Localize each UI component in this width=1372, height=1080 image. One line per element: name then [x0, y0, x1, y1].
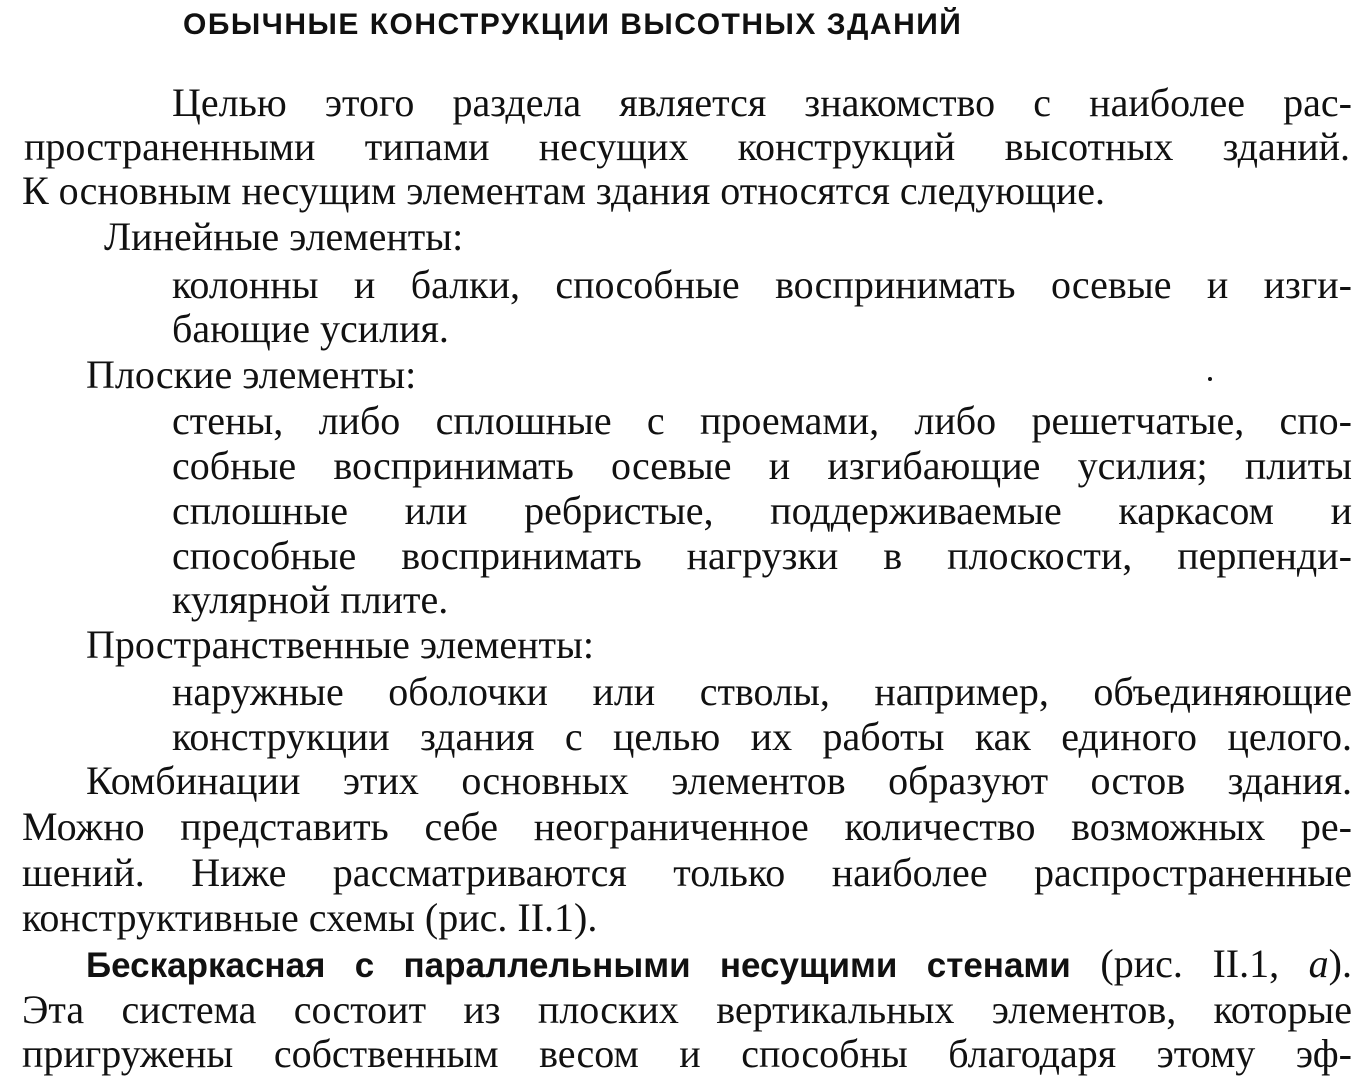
planar-elements-label: Плоские элементы:	[86, 352, 417, 397]
combination-line-3: шений. Ниже рассматриваются только наиболее распространенные	[22, 850, 1352, 895]
planar-elements-text-4: способные воспринимать нагрузки в плоскости, перпенди-	[172, 533, 1352, 578]
spatial-elements-text-2: конструкции здания с целью их работы как единого целого.	[172, 714, 1352, 759]
combination-line-2: Можно представить себе неограниченное количество возможных ре-	[22, 804, 1352, 849]
planar-elements-text-2: собные воспринимать осевые и изгибающие усилия; плиты	[172, 443, 1352, 488]
linear-elements-label: Линейные элементы:	[104, 214, 464, 259]
intro-line-1: Целью этого раздела является знакомство с наиболее рас-	[172, 80, 1352, 125]
frameless-walls-line-2: Эта система состоит из плоских вертикальных элементов, которые	[22, 987, 1352, 1032]
combination-line-4: конструктивные схемы (рис. II.1).	[22, 895, 598, 940]
planar-elements-text-1: стены, либо сплошные с проемами, либо решетчатые, спо-	[172, 398, 1352, 443]
intro-line-3: К основным несущим элементам здания относятся следующие.	[22, 168, 1106, 213]
frameless-walls-line-3: пригружены собственным весом и способны благодаря этому эф-	[22, 1031, 1352, 1076]
spatial-elements-text-1: наружные оболочки или стволы, например, объединяющие	[172, 669, 1352, 714]
planar-elements-text-5: кулярной плите.	[172, 577, 449, 622]
linear-elements-text-2: бающие усилия.	[172, 306, 449, 351]
figure-ref-prefix: (рис. II.1,	[1070, 941, 1309, 986]
linear-elements-text-1: колонны и балки, способные воспринимать осевые и изги-	[172, 262, 1352, 307]
combination-line-1: Комбинации этих основных элементов образуют остов здания.	[86, 758, 1352, 803]
section-heading: ОБЫЧНЫЕ КОНСТРУКЦИИ ВЫСОТНЫХ ЗДАНИЙ	[183, 8, 963, 41]
stray-dot-mark	[1208, 377, 1212, 381]
frameless-walls-title: Бескаркасная с параллельными несущими стенами	[86, 946, 1071, 985]
figure-ref-letter: а	[1308, 941, 1329, 986]
figure-ref-suffix: ).	[1328, 941, 1352, 986]
intro-line-2: пространенными типами несущих конструкций высотных зданий.	[24, 124, 1350, 169]
spatial-elements-label: Пространственные элементы:	[86, 622, 594, 667]
frameless-walls-paragraph-start	[86, 941, 1352, 987]
planar-elements-text-3: сплошные или ребристые, поддерживаемые каркасом и	[172, 488, 1352, 533]
